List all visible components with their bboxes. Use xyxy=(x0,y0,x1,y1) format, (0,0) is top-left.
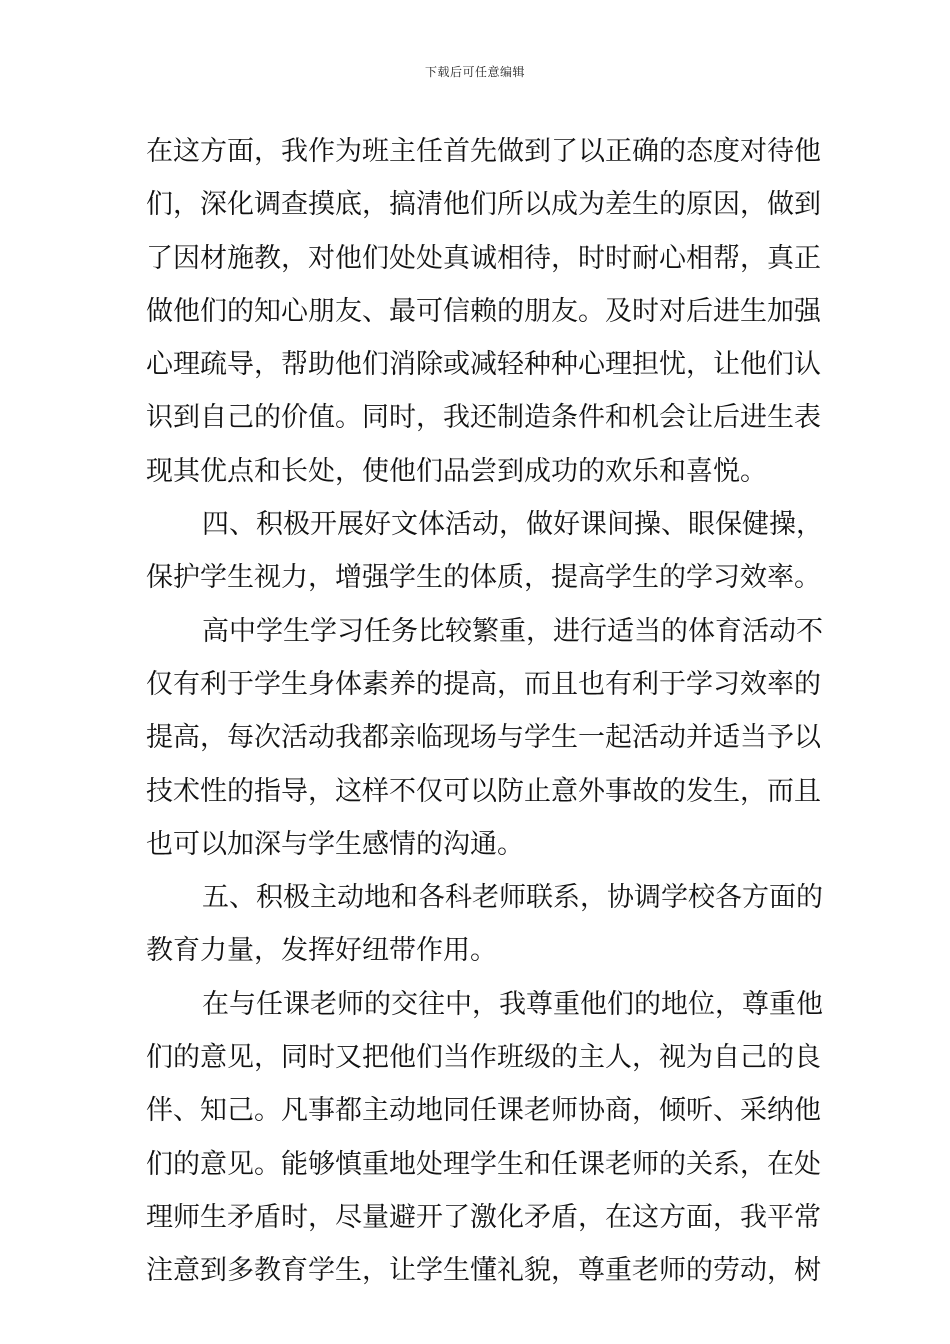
text-line: 注意到多教育学生，让学生懂礼貌，尊重老师的劳动，树 xyxy=(146,1255,821,1287)
text-line: 理师生矛盾时，尽量避开了激化矛盾，在这方面，我平常 xyxy=(146,1201,821,1233)
text-line: 们的意见。能够慎重地处理学生和任课老师的关系，在处 xyxy=(146,1148,821,1180)
text-line: 四、积极开展好文体活动，做好课间操、眼保健操， xyxy=(202,509,823,541)
text-line: 了因材施教，对他们处处真诚相待，时时耐心相帮，真正 xyxy=(146,242,821,274)
text-line: 五、积极主动地和各科老师联系，协调学校各方面的 xyxy=(202,882,823,914)
text-line: 高中学生学习任务比较繁重，进行适当的体育活动不 xyxy=(202,615,823,647)
text-line: 仅有利于学生身体素养的提高，而且也有利于学习效率的 xyxy=(146,668,821,700)
text-line: 做他们的知心朋友、最可信赖的朋友。及时对后进生加强 xyxy=(146,295,821,327)
text-line: 提高，每次活动我都亲临现场与学生一起活动并适当予以 xyxy=(146,722,821,754)
text-line: 保护学生视力，增强学生的体质，提高学生的学习效率。 xyxy=(146,562,821,594)
text-line: 心理疏导，帮助他们消除或减轻种种心理担忧，让他们认 xyxy=(146,349,821,381)
text-line: 现其优点和长处，使他们品尝到成功的欢乐和喜悦。 xyxy=(146,455,767,487)
text-line: 教育力量，发挥好纽带作用。 xyxy=(146,935,497,967)
body-text xyxy=(146,125,823,1298)
page-header: 下载后可任意编辑 xyxy=(424,65,525,79)
text-line: 识到自己的价值。同时，我还制造条件和机会让后进生表 xyxy=(146,402,821,434)
text-line: 们的意见，同时又把他们当作班级的主人，视为自己的良 xyxy=(146,1042,821,1074)
text-line: 也可以加深与学生感情的沟通。 xyxy=(146,828,524,860)
text-line: 们，深化调查摸底，搞清他们所以成为差生的原因，做到 xyxy=(146,189,821,221)
text-line: 技术性的指导，这样不仅可以防止意外事故的发生，而且 xyxy=(146,775,821,807)
text-line: 伴、知己。凡事都主动地同任课老师协商，倾听、采纳他 xyxy=(146,1095,821,1127)
text-line: 在这方面，我作为班主任首先做到了以正确的态度对待他 xyxy=(146,136,821,167)
text-line: 在与任课老师的交往中，我尊重他们的地位，尊重他 xyxy=(202,988,823,1020)
